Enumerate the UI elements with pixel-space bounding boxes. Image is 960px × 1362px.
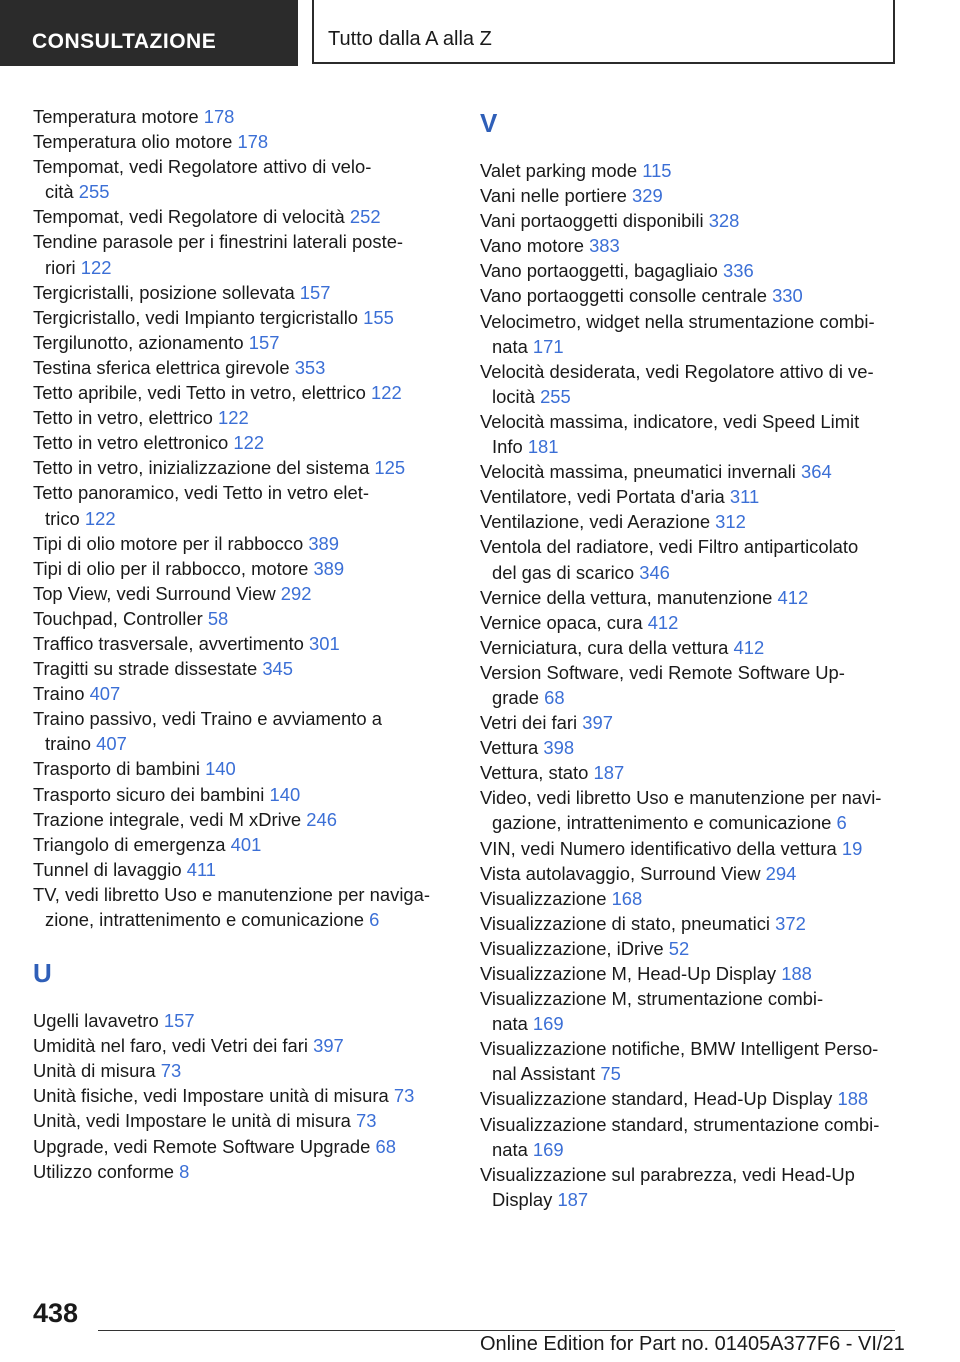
page-reference-link[interactable]: 187 <box>557 1188 589 1210</box>
index-entry <box>480 283 900 308</box>
index-entry-text: Tetto panoramico, vedi Tetto in vetro elet- <box>33 482 369 504</box>
index-entry-text: Tergicristallo, vedi Impianto tergicristallo <box>33 306 359 328</box>
index-entry-text: nata <box>492 1013 528 1035</box>
page-reference-link[interactable]: 389 <box>313 557 345 579</box>
index-entry-text: TV, vedi libretto Uso e manutenzione per naviga- <box>33 883 430 905</box>
index-entry-text: Tergicristalli, posizione sollevata <box>33 281 295 303</box>
index-entry-text: Traino passivo, vedi Traino e avviamento a <box>33 708 382 730</box>
index-entry <box>480 258 900 283</box>
index-entry-text: Tipi di olio motore per il rabbocco <box>33 532 304 554</box>
index-entry <box>480 986 900 1036</box>
page-reference-link[interactable]: 169 <box>532 1013 564 1035</box>
index-entry <box>480 359 900 409</box>
index-entry <box>33 1058 453 1083</box>
index-entry-text: gazione, intrattenimento e comunicazione <box>492 812 832 834</box>
index-entry-text: Tetto in vetro, elettrico <box>33 407 213 429</box>
index-entry-text: Visualizzazione sul parabrezza, vedi Head-Up <box>480 1163 855 1185</box>
index-entry-text: Tragitti su strade dissestate <box>33 658 258 680</box>
page-reference-link[interactable]: 122 <box>80 256 112 278</box>
page-reference-link[interactable]: 255 <box>540 385 571 407</box>
chapter-tab <box>312 0 895 64</box>
index-entry-text: Traino <box>33 683 85 705</box>
section-tab <box>0 0 298 66</box>
index-entry-text: Triangolo di emergenza <box>33 833 226 855</box>
index-entry <box>480 158 900 183</box>
index-entry-text: Velocità desiderata, vedi Regolatore attivo di ve- <box>480 360 874 382</box>
page-reference-link[interactable]: 169 <box>532 1138 564 1160</box>
index-entry <box>480 1036 900 1086</box>
index-entry-text: nal Assistant <box>492 1063 596 1085</box>
section-label: CONSULTAZIONE <box>32 30 217 53</box>
index-entry-text: Info <box>492 436 523 458</box>
index-entry <box>33 229 453 279</box>
index-entry <box>33 1108 453 1133</box>
page-reference-link[interactable]: 73 <box>160 1060 182 1082</box>
index-entry-text: Trasporto di bambini <box>33 758 200 780</box>
index-entry <box>480 233 900 258</box>
footer-divider <box>98 1330 895 1331</box>
index-entry <box>33 480 453 530</box>
index-entry <box>480 1086 900 1111</box>
index-entry-text: Tetto in vetro elettronico <box>33 432 229 454</box>
index-entry <box>480 509 900 534</box>
page-reference-link[interactable]: 346 <box>639 561 670 583</box>
index-entry <box>33 1008 453 1033</box>
page-reference-link[interactable]: 157 <box>163 1010 195 1032</box>
index-entry <box>480 1112 900 1162</box>
page-number: 438 <box>33 1298 79 1328</box>
page-reference-link[interactable]: 407 <box>96 733 127 755</box>
index-entry <box>480 886 900 911</box>
page-reference-link[interactable]: 157 <box>299 281 331 303</box>
index-entry <box>480 836 900 861</box>
page-reference-link[interactable]: 125 <box>374 457 406 479</box>
index-entry <box>33 807 453 832</box>
index-entry-text: Visualizzazione standard, strumentazione combi- <box>480 1113 880 1135</box>
index-entry-text: nata <box>492 335 528 357</box>
page-reference-link[interactable]: 122 <box>371 382 402 404</box>
index-entry <box>480 459 900 484</box>
index-entry-text: Vista autolavaggio, Surround View <box>480 862 761 884</box>
page-reference-link[interactable]: 397 <box>582 712 613 734</box>
index-entry <box>33 405 453 430</box>
index-entry <box>33 280 453 305</box>
page-reference-link[interactable]: 336 <box>723 260 754 282</box>
index-entry <box>33 882 453 932</box>
index-entry <box>480 911 900 936</box>
index-column-left <box>33 104 453 1184</box>
page-reference-link[interactable]: 188 <box>781 963 812 984</box>
index-entry <box>480 635 900 660</box>
page-reference-link[interactable]: 8 <box>179 1160 190 1182</box>
index-entry-text: grade <box>492 686 540 708</box>
index-entry <box>33 355 453 380</box>
index-letter-heading: V <box>480 108 498 138</box>
page-reference-link[interactable]: 412 <box>647 611 679 633</box>
page-reference-link[interactable]: 75 <box>600 1063 621 1085</box>
page-reference-link[interactable]: 140 <box>269 783 301 805</box>
index-entry <box>33 1083 453 1108</box>
page-reference-link[interactable]: 252 <box>349 206 381 228</box>
index-entry-text: Trasporto sicuro dei bambini <box>33 783 265 805</box>
index-entry-text: Temperatura olio motore <box>33 131 233 153</box>
page-reference-link[interactable]: 68 <box>375 1135 396 1157</box>
page-reference-link[interactable]: 73 <box>356 1110 377 1132</box>
index-entry <box>33 681 453 706</box>
page-reference-link[interactable]: 398 <box>543 737 575 759</box>
index-entry <box>480 585 900 610</box>
page-reference-link[interactable]: 19 <box>841 837 863 859</box>
index-entry <box>480 861 900 886</box>
index-entry <box>480 484 900 509</box>
index-entry-text: Visualizzazione notifiche, BMW Intelligent Perso- <box>480 1038 879 1060</box>
index-entry-text: Vernice opaca, cura <box>480 611 643 633</box>
page-reference-link[interactable]: 345 <box>262 658 294 680</box>
index-entry-text: Visualizzazione di stato, pneumatici <box>480 912 770 934</box>
chapter-title: Tutto dalla A alla Z <box>328 28 492 50</box>
index-entry-text: Visualizzazione <box>480 887 607 909</box>
page-reference-link[interactable]: 188 <box>837 1088 869 1110</box>
index-entry-text: Tempomat, vedi Regolatore di velocità <box>33 206 345 228</box>
index-entry <box>33 756 453 781</box>
index-entry-text: Vano motore <box>480 235 584 257</box>
index-entry <box>33 631 453 656</box>
index-entry <box>480 409 900 459</box>
page-reference-link[interactable]: 294 <box>765 862 797 884</box>
index-entry-text: Tendine parasole per i finestrini laterali poste- <box>33 231 404 253</box>
index-entry-text: traino <box>45 733 92 755</box>
index-entry-text: Vernice della vettura, manutenzione <box>480 586 773 608</box>
index-entry-text: VIN, vedi Numero identificativo della vettura <box>480 837 837 859</box>
page-reference-link[interactable]: 412 <box>733 636 765 658</box>
page-reference-link[interactable]: 255 <box>78 181 110 203</box>
page-reference-link[interactable]: 312 <box>715 511 746 533</box>
page-reference-link[interactable]: 246 <box>306 808 337 830</box>
page-reference-link[interactable]: 115 <box>642 160 672 181</box>
index-entry <box>33 129 453 154</box>
index-entry-text: Ugelli lavavetro <box>33 1010 159 1032</box>
page-reference-link[interactable]: 411 <box>186 858 217 880</box>
index-entry-text: Touchpad, Controller <box>33 607 203 629</box>
index-entry-text: Trazione integrale, vedi M xDrive <box>33 808 302 830</box>
page-reference-link[interactable]: 122 <box>233 432 265 454</box>
page-reference-link[interactable]: 58 <box>207 607 229 629</box>
index-entry <box>33 581 453 606</box>
index-entry-text: Utilizzo conforme <box>33 1160 175 1182</box>
index-entry <box>480 961 900 986</box>
index-entry-text: Vani nelle portiere <box>480 185 627 207</box>
index-entry-text: Unità fisiche, vedi Impostare unità di misura <box>33 1085 389 1107</box>
page-reference-link[interactable]: 178 <box>237 131 269 153</box>
index-entry <box>33 380 453 405</box>
edition-note: Online Edition for Part no. 01405A377F6 - VI/21 <box>480 1333 905 1355</box>
index-entry <box>33 104 453 129</box>
index-entry-text: Vettura, stato <box>480 762 589 784</box>
index-entry-text: Visualizzazione standard, Head-Up Display <box>480 1088 833 1110</box>
page-reference-link[interactable]: 407 <box>89 683 121 705</box>
page-reference-link[interactable]: 6 <box>369 909 380 930</box>
page-reference-link[interactable]: 140 <box>205 758 236 780</box>
index-entry-text: del gas di scarico <box>492 561 635 583</box>
index-entry-text: riori <box>45 256 76 278</box>
index-entry-text: Display <box>492 1188 553 1210</box>
page-reference-link[interactable]: 330 <box>772 285 803 307</box>
index-entry-text: Visualizzazione M, strumentazione combi- <box>480 988 824 1010</box>
index-entry-text: cità <box>45 181 74 203</box>
index-entry-text: Vano portaoggetti consolle centrale <box>480 285 767 307</box>
page-reference-link[interactable]: 397 <box>313 1035 344 1057</box>
page-reference-link[interactable]: 389 <box>308 532 340 554</box>
page-reference-link[interactable]: 383 <box>589 235 620 257</box>
page-reference-link[interactable]: 52 <box>668 937 690 959</box>
index-entry <box>480 936 900 961</box>
page-reference-link[interactable]: 187 <box>593 762 625 784</box>
index-entry <box>33 782 453 807</box>
index-entry-text: Vettura <box>480 737 539 759</box>
index-entry <box>480 208 900 233</box>
index-entry-text: Tunnel di lavaggio <box>33 858 182 880</box>
index-entry-text: locità <box>492 385 535 407</box>
index-entry <box>33 556 453 581</box>
page-reference-link[interactable]: 372 <box>775 912 806 934</box>
index-entry <box>33 656 453 681</box>
page-reference-link[interactable]: 6 <box>836 812 847 834</box>
index-entry-text: Velocimetro, widget nella strumentazione combi- <box>480 310 875 332</box>
page-reference-link[interactable]: 157 <box>248 331 280 353</box>
page-reference-link[interactable]: 301 <box>308 632 340 654</box>
index-entry-text: Video, vedi libretto Uso e manutenzione per navi- <box>480 787 882 809</box>
page-reference-link[interactable]: 412 <box>777 586 809 608</box>
index-entry-text: zione, intrattenimento e comunicazione <box>45 909 364 930</box>
page-reference-link[interactable]: 122 <box>218 407 249 429</box>
index-entry-text: Tergilunotto, azionamento <box>33 331 244 353</box>
index-entry <box>33 455 453 480</box>
index-entry-text: Verniciatura, cura della vettura <box>480 636 729 658</box>
index-entry-text: Velocità massima, indicatore, vedi Speed Limit <box>480 410 860 432</box>
index-entry-text: Vano portaoggetti, bagagliaio <box>480 260 718 282</box>
index-entry-text: Visualizzazione M, Head-Up Display <box>480 963 777 984</box>
index-entry-text: Velocità massima, pneumatici invernali <box>480 461 796 483</box>
index-entry <box>480 534 900 584</box>
index-entry <box>480 785 900 835</box>
index-entry-text: Tetto apribile, vedi Tetto in vetro, elettrico <box>33 382 366 404</box>
index-entry-text: Testina sferica elettrica girevole <box>33 356 290 378</box>
index-letter-heading: U <box>33 958 52 989</box>
index-entry-text: Tipi di olio per il rabbocco, motore <box>33 557 309 579</box>
index-entry-text: Unità di misura <box>33 1060 156 1082</box>
index-entry <box>480 660 900 710</box>
index-entry-text: Version Software, vedi Remote Software Up- <box>480 661 845 683</box>
index-entry-text: Vetri dei fari <box>480 712 578 734</box>
index-entry <box>33 154 453 204</box>
index-entry <box>33 857 453 882</box>
page-reference-link[interactable]: 181 <box>527 436 559 458</box>
index-entry <box>33 204 453 229</box>
index-entry-text: Visualizzazione, iDrive <box>480 937 664 959</box>
index-entry <box>33 430 453 455</box>
page-reference-link[interactable]: 401 <box>230 833 262 855</box>
index-entry <box>33 1134 453 1159</box>
page-reference-link[interactable]: 73 <box>393 1085 415 1107</box>
page-reference-link[interactable]: 353 <box>294 356 326 378</box>
index-entry <box>33 1159 453 1184</box>
index-column-right <box>480 104 900 1212</box>
index-entry-text: Valet parking mode <box>480 160 638 181</box>
index-entry <box>33 531 453 556</box>
index-entry <box>33 606 453 631</box>
index-entry-text: Traffico trasversale, avvertimento <box>33 632 304 654</box>
index-entry <box>33 305 453 330</box>
index-entry-text: Unità, vedi Impostare le unità di misura <box>33 1110 351 1132</box>
index-entry-text: Ventola del radiatore, vedi Filtro antiparticolato <box>480 536 859 558</box>
index-entry-text: nata <box>492 1138 528 1160</box>
page-reference-link[interactable]: 329 <box>632 185 663 207</box>
index-entry-text: Vani portaoggetti disponibili <box>480 210 704 232</box>
index-entry <box>480 735 900 760</box>
index-entry-text: trico <box>45 507 80 529</box>
index-entry <box>480 760 900 785</box>
page-reference-link[interactable]: 364 <box>800 461 832 483</box>
index-entry-text: Ventilatore, vedi Portata d'aria <box>480 486 725 508</box>
index-entry-text: Tetto in vetro, inizializzazione del sistema <box>33 457 370 479</box>
index-entry <box>480 183 900 208</box>
index-entry-text: Ventilazione, vedi Aerazione <box>480 511 711 533</box>
index-entry-text: Tempomat, vedi Regolatore attivo di velo- <box>33 156 372 178</box>
page-reference-link[interactable]: 292 <box>280 582 312 604</box>
index-entry <box>480 1162 900 1212</box>
index-entry-text: Top View, vedi Surround View <box>33 582 276 604</box>
page-reference-link[interactable]: 178 <box>203 106 235 127</box>
index-entry <box>480 610 900 635</box>
page-reference-link[interactable]: 155 <box>363 306 394 328</box>
page-reference-link[interactable]: 328 <box>708 210 740 232</box>
index-entry <box>33 1033 453 1058</box>
index-entry-text: Umidità nel faro, vedi Vetri dei fari <box>33 1035 308 1057</box>
index-entry <box>33 330 453 355</box>
page-reference-link[interactable]: 122 <box>84 507 116 529</box>
index-entry <box>480 309 900 359</box>
index-entry <box>480 710 900 735</box>
page-header <box>0 0 960 66</box>
index-entry-text: Upgrade, vedi Remote Software Upgrade <box>33 1135 371 1157</box>
page-reference-link[interactable]: 68 <box>544 686 565 708</box>
index-entry <box>33 706 453 756</box>
index-entry <box>33 832 453 857</box>
page-reference-link[interactable]: 171 <box>532 335 564 357</box>
page-reference-link[interactable]: 311 <box>729 486 760 508</box>
index-entry-text: Temperatura motore <box>33 106 199 127</box>
page-reference-link[interactable]: 168 <box>611 887 643 909</box>
